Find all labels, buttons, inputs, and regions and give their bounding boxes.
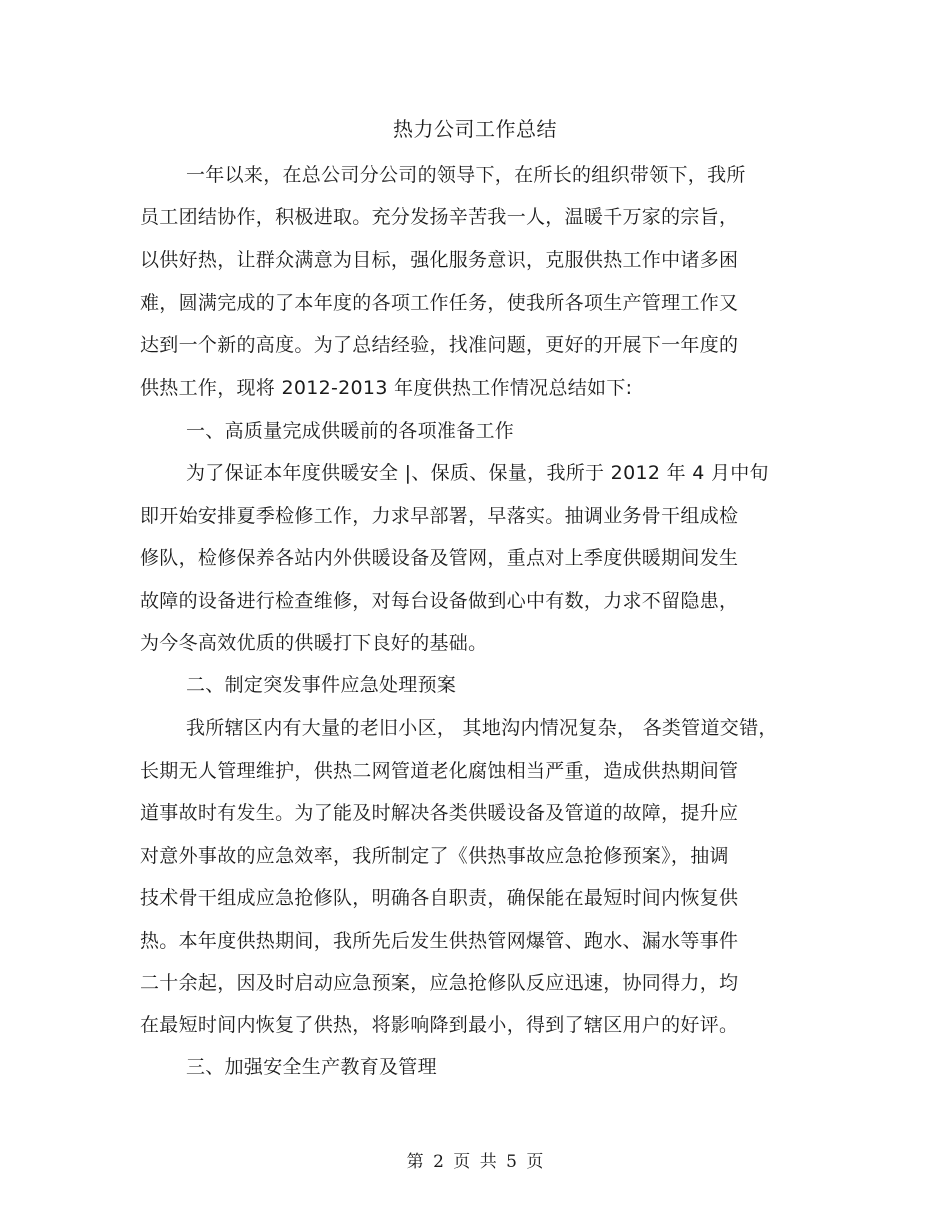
document-title: 热力公司工作总结 [393, 117, 557, 141]
paragraph-line: 二十余起，因及时启动应急预案，应急抢修队反应迅速，协同得力，均 [140, 972, 739, 994]
section-heading-2: 二、制定突发事件应急处理预案 [186, 674, 457, 696]
paragraph-line: 长期无人管理维护，供热二网管道老化腐蚀相当严重，造成供热期间管 [140, 760, 739, 782]
paragraph-line: 为了保证本年度供暖安全 |、保质、保量，我所于 2012 年 4 月中旬 [186, 462, 769, 484]
paragraph-line: 供热工作，现将 2012-2013 年度供热工作情况总结如下: [140, 377, 633, 399]
paragraph-line: 即开始安排夏季检修工作，力求早部署，早落实。抽调业务骨干组成检 [140, 505, 739, 527]
paragraph-line: 员工团结协作，积极进取。充分发扬辛苦我一人，温暖千万家的宗旨， [140, 206, 739, 228]
page-number-footer: 第 2 页 共 5 页 [406, 1152, 544, 1172]
paragraph-line: 热。本年度供热期间，我所先后发生供热管网爆管、跑水、漏水等事件 [140, 930, 739, 952]
paragraph-line: 故障的设备进行检查维修，对每台设备做到心中有数，力求不留隐患， [140, 590, 739, 612]
paragraph-line: 技术骨干组成应急抢修队，明确各自职责，确保能在最短时间内恢复供 [140, 887, 739, 909]
paragraph-line: 对意外事故的应急效率，我所制定了《供热事故应急抢修预案》，抽调 [140, 845, 729, 867]
paragraph-line: 我所辖区内有大量的老旧小区， 其地沟内情况复杂， 各类管道交错， [186, 717, 778, 739]
paragraph-line: 道事故时有发生。为了能及时解决各类供暖设备及管道的故障，提升应 [140, 802, 739, 824]
paragraph-line: 为今冬高效优质的供暖打下良好的基础。 [140, 632, 488, 654]
paragraph-line: 一年以来，在总公司分公司的领导下，在所长的组织带领下，我所 [186, 164, 746, 186]
paragraph-line: 难，圆满完成的了本年度的各项工作任务，使我所各项生产管理工作又 [140, 292, 739, 314]
paragraph-line: 达到一个新的高度。为了总结经验，找准问题，更好的开展下一年度的 [140, 334, 739, 356]
section-heading-3: 三、加强安全生产教育及管理 [186, 1056, 437, 1078]
section-heading-1: 一、高质量完成供暖前的各项准备工作 [186, 420, 515, 442]
paragraph-line: 修队，检修保养各站内外供暖设备及管网，重点对上季度供暖期间发生 [140, 547, 739, 569]
paragraph-line: 以供好热，让群众满意为目标，强化服务意识，克服供热工作中诸多困 [140, 249, 739, 271]
paragraph-line: 在最短时间内恢复了供热，将影响降到最小，得到了辖区用户的好评。 [140, 1014, 739, 1036]
